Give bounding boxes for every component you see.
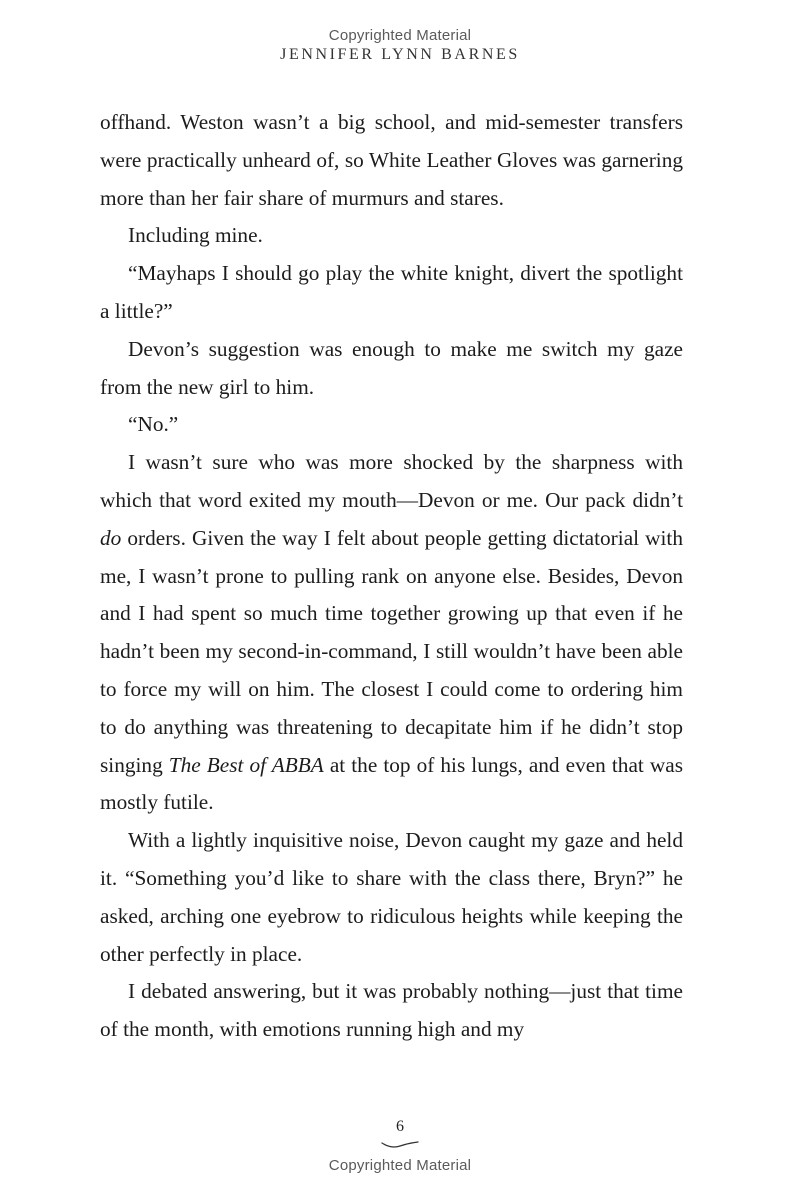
swash-ornament (381, 1140, 419, 1150)
copyright-watermark-bottom: Copyrighted Material (328, 1157, 472, 1174)
paragraph-4-text: Devon’s suggestion was enough to make me switch my gaze from the new girl to him. (100, 336, 683, 399)
paragraph-1 (100, 104, 683, 217)
paragraph-1-text: offhand. Weston wasn’t a big school, and mid-semester transfers were practically unheard of, so White Leather Gloves was garnering more than her fair share of murmurs and stares. (100, 110, 683, 210)
paragraph-6-italic-do: do (100, 525, 122, 550)
paragraph-6-text-b: orders. Given the way I felt about people getting dictatorial with me, I wasn’t prone to pulling rank on anyone else. Besides, Devon and I had spent so much time together growing up that even if he hadn’t been my second-in-command, I still wouldn’t have been able to force my will on him. The closest I could come to ordering him to do anything was threatening to decapitate him if he didn’t stop singing (100, 525, 683, 777)
paragraph-2-text: Including mine. (128, 223, 263, 248)
paragraph-7-text: With a lightly inquisitive noise, Devon caught my gaze and held it. “Something you’d like to share with the class there, Bryn?” he asked, arching one eyebrow to ridiculous heights while keeping the other perfectly in place. (100, 828, 683, 966)
paragraph-6-text-a: I wasn’t sure who was more shocked by the sharpness with which that word exited my mouth—Devon or me. Our pack didn’t (100, 450, 683, 512)
paragraph-8 (100, 973, 683, 1049)
paragraph-5 (100, 406, 683, 444)
paragraph-7 (100, 822, 683, 973)
paragraph-8-text: I debated answering, but it was probably nothing—just that time of the month, with emotions running high and my (100, 979, 683, 1042)
paragraph-2 (100, 217, 683, 255)
paragraph-4 (100, 331, 683, 407)
paragraph-5-text: “No.” (128, 412, 179, 437)
paragraph-3-text: “Mayhaps I should go play the white knight, divert the spotlight a little?” (100, 261, 683, 323)
copyright-watermark-top: Copyrighted Material (328, 27, 472, 44)
page-number: 6 (396, 1118, 404, 1135)
running-head-author: JENNIFER LYNN BARNES (280, 46, 520, 63)
paragraph-6-italic-title: The Best of ABBA (168, 752, 324, 777)
body-text (100, 104, 683, 1049)
paragraph-6 (100, 444, 683, 822)
paragraph-3 (100, 255, 683, 331)
paragraph-6-text-c: at the top of his lungs, and even that was mostly futile. (100, 752, 683, 815)
